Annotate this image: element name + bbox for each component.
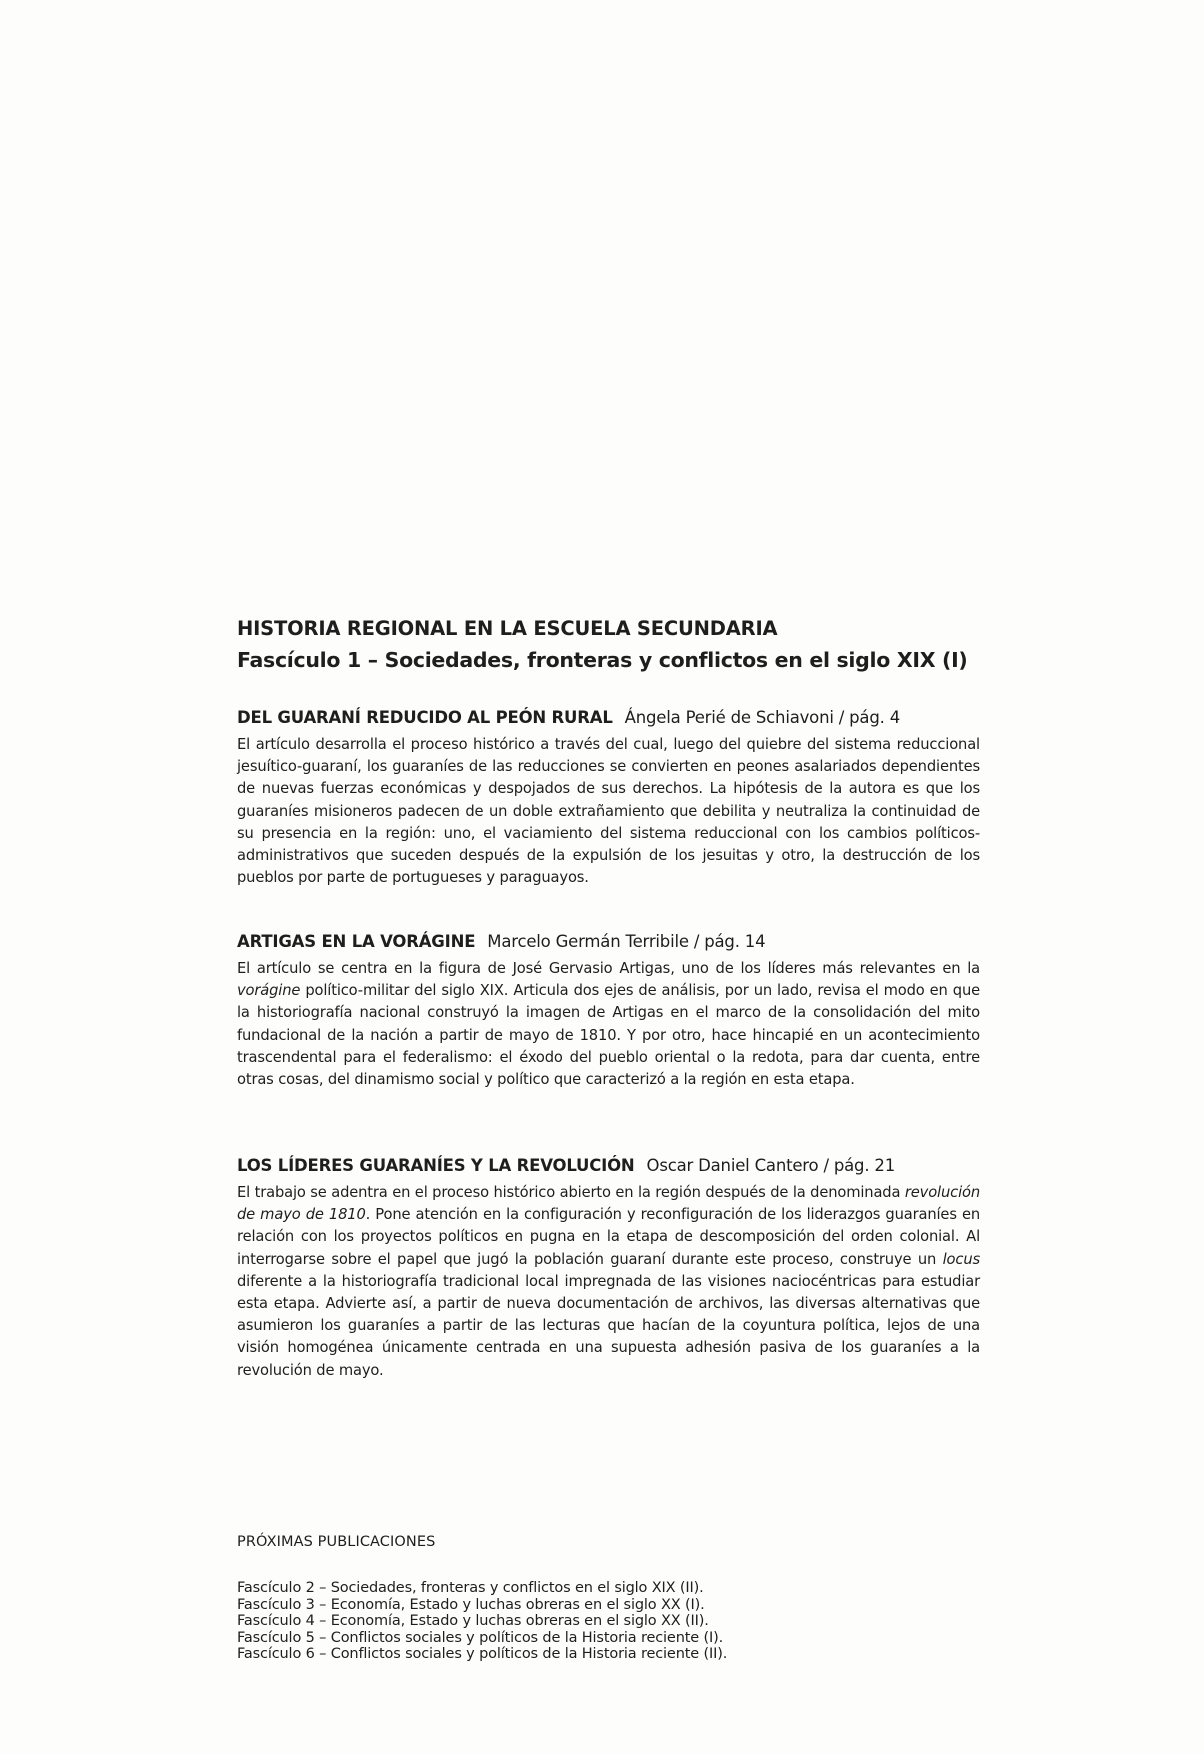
article-heading	[237, 706, 980, 730]
upcoming-publications	[237, 1532, 980, 1663]
list-item: Fascículo 6 – Conflictos sociales y políticos de la Historia reciente (II).	[237, 1646, 728, 1663]
article-title: DEL GUARANÍ REDUCIDO AL PEÓN RURAL	[237, 708, 613, 727]
article-summary	[237, 1182, 980, 1382]
summary-text: El artículo se centra en la figura de José Gervasio Artigas, uno de los líderes más relevantes en la	[237, 960, 980, 977]
summary-emphasis: locus	[942, 1250, 980, 1268]
list-item: Fascículo 2 – Sociedades, fronteras y conflictos en el siglo XIX (II).	[237, 1580, 704, 1596]
article-title: ARTIGAS EN LA VORÁGINE	[237, 932, 476, 951]
contents-block	[237, 614, 980, 1379]
summary-emphasis: vorágine	[237, 982, 301, 1000]
article-title: LOS LÍDERES GUARANÍES Y LA REVOLUCIÓN	[237, 1156, 635, 1175]
series-title: HISTORIA REGIONAL EN LA ESCUELA SECUNDARIA	[237, 617, 778, 640]
list-item: Fascículo 5 – Conflictos sociales y políticos de la Historia reciente (I).	[237, 1629, 724, 1646]
article-1	[237, 706, 980, 889]
article-3	[237, 1154, 980, 1382]
summary-text: El trabajo se adentra en el proceso histórico abierto en la región después de la denominada	[237, 1184, 901, 1201]
article-author-page: Marcelo Germán Terribile / pág. 14	[487, 932, 766, 951]
upcoming-heading: PRÓXIMAS PUBLICACIONES	[237, 1534, 436, 1550]
summary-text: . Pone atención en la configuración y reconfiguración de los liderazgos guaraníes en relación con los proyectos políticos en pugna en la etapa de descomposición del orden colonial. Al interrogarse sobre el papel que jugó la población guaraní durante este proceso, construye un	[237, 1206, 980, 1268]
article-summary	[237, 958, 980, 1091]
fasciculo-title: Fascículo 1 – Sociedades, fronteras y conflictos en el siglo XIX (I)	[237, 648, 968, 672]
upcoming-list	[237, 1580, 980, 1663]
article-heading	[237, 930, 980, 954]
list-item: Fascículo 3 – Economía, Estado y luchas obreras en el siglo XX (I).	[237, 1596, 705, 1613]
article-heading	[237, 1154, 980, 1178]
summary-text: político-militar del siglo XIX. Articula dos ejes de análisis, por un lado, revisa el modo en que la historiografía nacional construyó la imagen de Artigas en el marco de la consolidación del mito fundacional de la nación a partir de mayo de 1810. Y por otro, hace hincapié en un acontecimiento trascendental para el federalismo: el éxodo del pueblo oriental o la redota, para dar cuenta, entre otras cosas, del dinamismo social y político que caracterizó a la región en esta etapa.	[237, 982, 980, 1089]
article-summary: El artículo desarrolla el proceso histórico a través del cual, luego del quiebre del sistema reduccional jesuítico-guaraní, los guaraníes de las reducciones se convierten en peones asalariados dependientes de nuevas fuerzas económicas y despojados de sus derechos. La hipótesis de la autora es que los guaraníes misioneros padecen de un doble extrañamiento que debilita y neutraliza la continuidad de su presencia en la región: uno, el vaciamiento del sistema reduccional con los cambios políticos-administrativos que suceden después de la expulsión de los jesuitas y otro, la destrucción de los pueblos por parte de portugueses y paraguayos.	[237, 736, 980, 887]
article-2	[237, 930, 980, 1091]
article-author-page: Ángela Perié de Schiavoni / pág. 4	[624, 708, 901, 727]
summary-text: diferente a la historiografía tradicional local impregnada de las visiones naciocéntricas para estudiar esta etapa. Advierte así, a partir de nueva documentación de archivos, las diversas alternativas que asumieron los guaraníes a partir de las lecturas que hacían de la coyuntura política, lejos de una visión homogénea únicamente centrada en una supuesta adhesión pasiva de los guaraníes a la revolución de mayo.	[237, 1272, 980, 1379]
article-author-page: Oscar Daniel Cantero / pág. 21	[646, 1156, 895, 1175]
summary-emphasis: revolución de mayo de 1810	[237, 1184, 980, 1224]
list-item: Fascículo 4 – Economía, Estado y luchas obreras en el siglo XX (II).	[237, 1613, 709, 1630]
